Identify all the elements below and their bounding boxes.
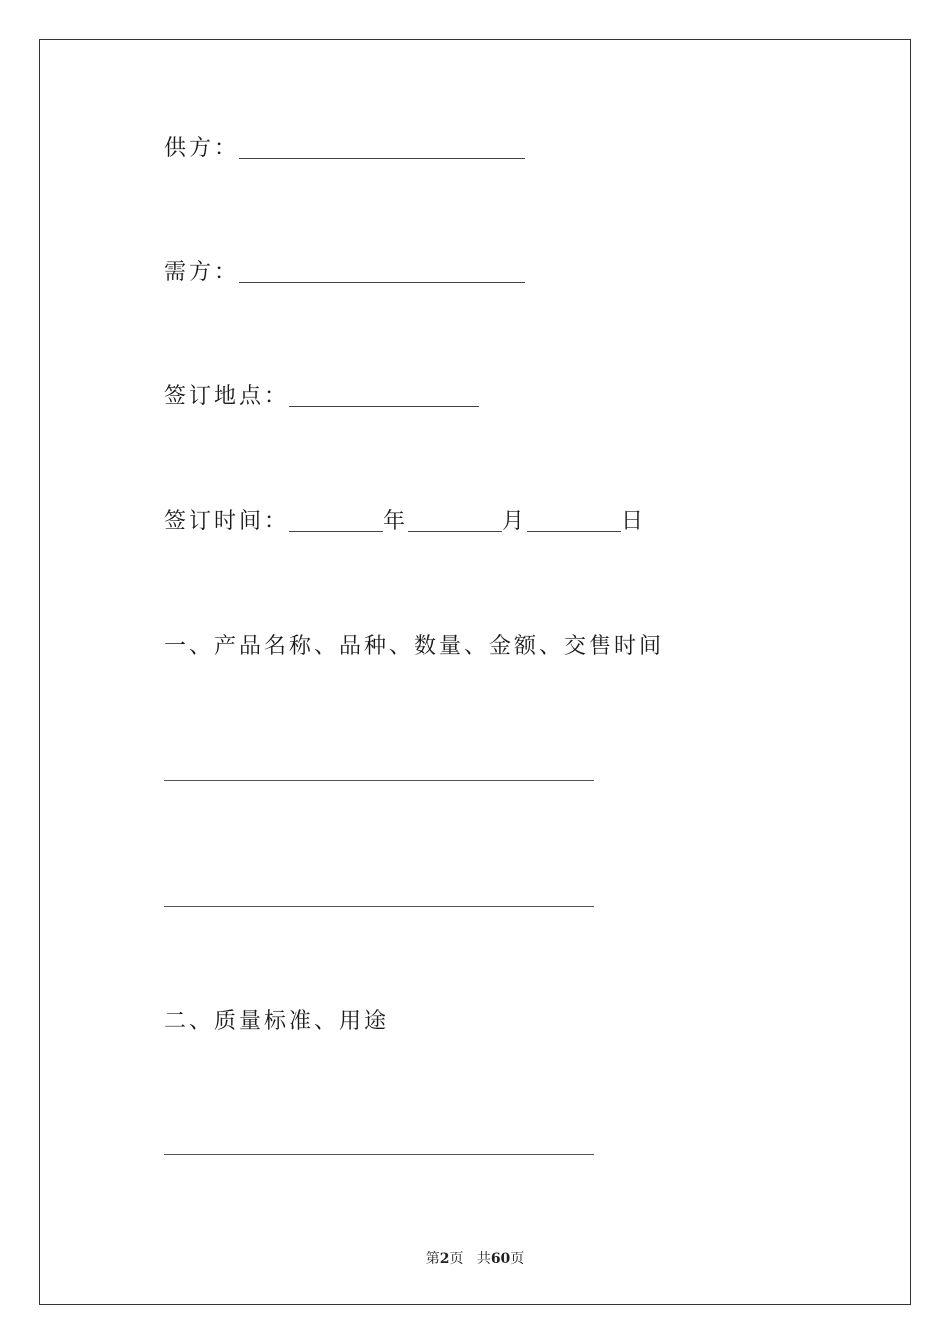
section-one-blank-1[interactable]	[164, 780, 594, 781]
section-one-title: 一、产品名称、品种、数量、金额、交售时间	[164, 634, 665, 659]
footer-total-prefix: 共	[476, 1251, 491, 1267]
buyer-blank[interactable]	[239, 260, 525, 283]
day-blank[interactable]	[527, 509, 621, 532]
buyer-label: 需方：	[164, 260, 240, 285]
footer-total-unit: 页	[510, 1251, 525, 1267]
footer-prefix: 第	[425, 1251, 440, 1267]
signing-place-label: 签订地点：	[164, 384, 290, 409]
section-two-blank-1[interactable]	[164, 1154, 594, 1155]
supplier-row	[164, 134, 525, 164]
day-unit: 日	[621, 509, 647, 534]
month-unit: 月	[502, 509, 528, 534]
signing-date-label: 签订时间：	[164, 509, 290, 534]
buyer-row	[164, 258, 525, 288]
year-unit: 年	[383, 509, 409, 534]
page-footer	[0, 1248, 950, 1268]
footer-page-number: 2	[439, 1251, 450, 1267]
section-two-title: 二、质量标准、用途	[164, 1009, 390, 1034]
supplier-label: 供方：	[164, 136, 240, 161]
footer-page-unit: 页	[449, 1251, 464, 1267]
signing-place-row	[164, 382, 479, 412]
section-one-blank-2[interactable]	[164, 906, 594, 907]
signing-date-row	[164, 507, 646, 537]
year-blank[interactable]	[289, 509, 383, 532]
signing-place-blank[interactable]	[289, 384, 479, 407]
supplier-blank[interactable]	[239, 136, 525, 159]
page-border	[39, 39, 911, 1305]
month-blank[interactable]	[408, 509, 502, 532]
footer-total-pages: 60	[490, 1251, 511, 1267]
